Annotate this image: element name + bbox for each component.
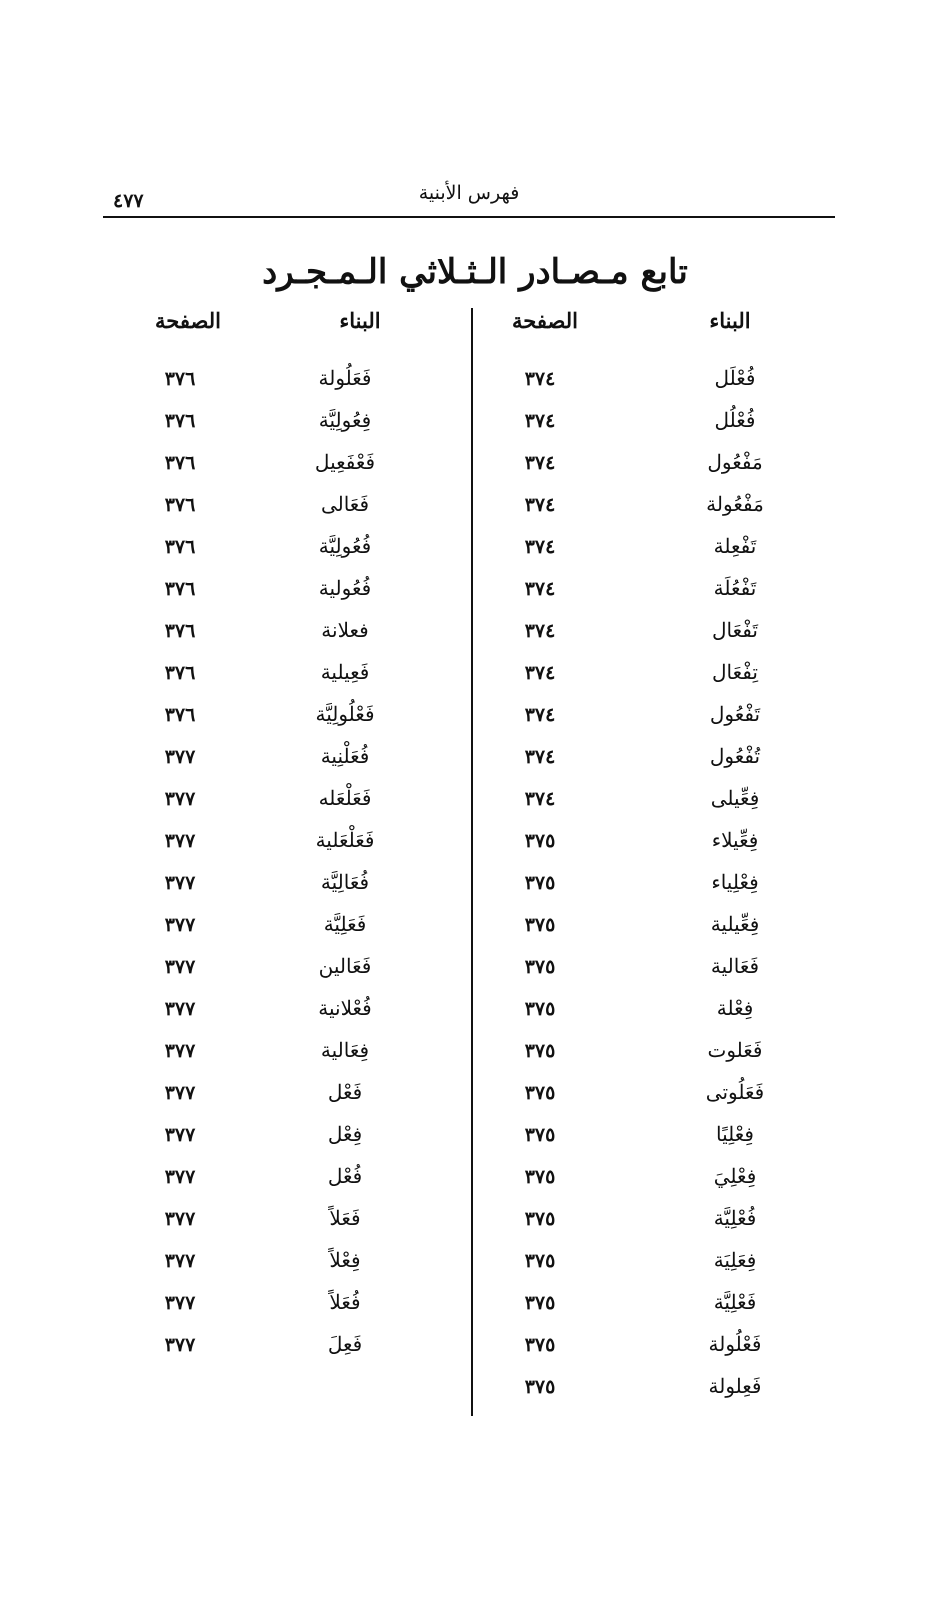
pattern-word: فُعْلُل xyxy=(714,408,756,432)
pattern-word: مَفْعُول xyxy=(707,450,763,474)
table-row xyxy=(490,702,830,744)
table-row xyxy=(130,702,450,744)
page-reference: ٣٧٥ xyxy=(524,872,556,894)
pattern-word: فَعِيلية xyxy=(320,660,370,684)
page-reference: ٣٧٧ xyxy=(164,830,196,852)
table-row xyxy=(490,1290,830,1332)
pattern-word: تُفْعُول xyxy=(709,744,761,768)
table-row xyxy=(130,408,450,450)
table-row xyxy=(490,576,830,618)
page-reference: ٣٧٤ xyxy=(524,704,556,726)
page-reference: ٣٧٥ xyxy=(524,1250,556,1272)
table-row xyxy=(130,1164,450,1206)
pattern-word: فِعِّيلاء xyxy=(711,828,759,852)
left-col-heading-word: البناء xyxy=(339,308,381,333)
table-row xyxy=(130,534,450,576)
table-row xyxy=(130,1038,450,1080)
page-reference: ٣٧٦ xyxy=(164,620,196,642)
pattern-word: فِعْلِيًا xyxy=(716,1122,754,1146)
column-divider xyxy=(471,308,473,1416)
table-row xyxy=(490,1374,830,1416)
pattern-word: فَعْفَعِيل xyxy=(314,450,376,474)
page-reference: ٣٧٧ xyxy=(164,1082,196,1104)
page-reference: ٣٧٧ xyxy=(164,1208,196,1230)
page-reference: ٣٧٧ xyxy=(164,1292,196,1314)
pattern-word: فَعِلَ xyxy=(327,1332,363,1356)
page-reference: ٣٧٥ xyxy=(524,1334,556,1356)
pattern-word: فُعُولية xyxy=(318,576,372,600)
table-row xyxy=(130,786,450,828)
page-reference: ٣٧٦ xyxy=(164,368,196,390)
table-row xyxy=(490,996,830,1038)
table-row xyxy=(490,408,830,450)
page-reference: ٣٧٧ xyxy=(164,1250,196,1272)
table-row xyxy=(130,450,450,492)
table-row xyxy=(490,1038,830,1080)
pattern-word: فِعْلاً xyxy=(329,1248,361,1272)
right-col-heading-word: البناء xyxy=(709,308,751,333)
table-row xyxy=(490,786,830,828)
pattern-word: فَعِلولة xyxy=(708,1374,762,1398)
pattern-word: فَعَلِيَّة xyxy=(323,912,367,936)
pattern-word: فَعَلُوتى xyxy=(705,1080,765,1104)
left-table xyxy=(130,366,450,1374)
pattern-word: فَعْل xyxy=(327,1080,363,1104)
pattern-word: تَفْعِلة xyxy=(713,534,757,558)
table-row xyxy=(130,870,450,912)
pattern-word: فَعْلُولة xyxy=(708,1332,762,1356)
right-col-heading-page: الصفحة xyxy=(512,308,578,333)
page-reference: ٣٧٧ xyxy=(164,956,196,978)
running-header-title: فهرس الأبنية xyxy=(418,182,520,204)
page-reference: ٣٧٥ xyxy=(524,914,556,936)
page-reference: ٣٧٤ xyxy=(524,494,556,516)
page-reference: ٣٧٥ xyxy=(524,1208,556,1230)
pattern-word: فُعْل xyxy=(327,1164,363,1188)
pattern-word: فِعِّيلى xyxy=(710,786,760,810)
page-reference: ٣٧٦ xyxy=(164,494,196,516)
pattern-word: فُعْلِيَّة xyxy=(713,1206,757,1230)
pattern-word: تَفْعَال xyxy=(712,618,758,642)
page-reference: ٣٧٤ xyxy=(524,746,556,768)
table-row xyxy=(130,1332,450,1374)
table-row xyxy=(130,576,450,618)
pattern-word: فِعْل xyxy=(327,1122,363,1146)
page-reference: ٣٧٦ xyxy=(164,704,196,726)
pattern-word: فَعَلاً xyxy=(329,1206,361,1230)
table-row xyxy=(490,954,830,996)
page-reference: ٣٧٥ xyxy=(524,830,556,852)
table-row xyxy=(490,744,830,786)
left-col-heading-page: الصفحة xyxy=(155,308,221,333)
table-row xyxy=(490,660,830,702)
page-reference: ٣٧٦ xyxy=(164,452,196,474)
table-row xyxy=(490,828,830,870)
pattern-word: تِفْعَال xyxy=(712,660,758,684)
table-row xyxy=(130,1248,450,1290)
page-reference: ٣٧٤ xyxy=(524,578,556,600)
pattern-word: فِعِّيلية xyxy=(710,912,760,936)
page-reference: ٣٧٥ xyxy=(524,1166,556,1188)
table-row xyxy=(490,618,830,660)
page-reference: ٣٧٤ xyxy=(524,410,556,432)
pattern-word: فِعَالية xyxy=(320,1038,370,1062)
running-header xyxy=(103,178,835,218)
table-row xyxy=(130,996,450,1038)
pattern-word: فَعَلوت xyxy=(707,1038,763,1062)
page-reference: ٣٧٤ xyxy=(524,662,556,684)
page-reference: ٣٧٥ xyxy=(524,1376,556,1398)
page-reference: ٣٧٤ xyxy=(524,368,556,390)
pattern-word: فِعْلة xyxy=(716,996,754,1020)
pattern-word: فَعَلُولة xyxy=(318,366,372,390)
page-reference: ٣٧٦ xyxy=(164,662,196,684)
pattern-word: فَعْلُولِيَّة xyxy=(315,702,375,726)
pattern-word: فِعَلِيَة xyxy=(713,1248,757,1272)
pattern-word: فُعُولِيَّة xyxy=(318,534,372,558)
table-row xyxy=(490,1248,830,1290)
table-row xyxy=(490,1080,830,1122)
page-reference: ٣٧٦ xyxy=(164,578,196,600)
table-row xyxy=(490,450,830,492)
header-rule xyxy=(103,216,835,218)
table-row xyxy=(130,1080,450,1122)
pattern-word: فُعَلْنِية xyxy=(320,744,370,768)
page-reference: ٣٧٧ xyxy=(164,1166,196,1188)
table-row xyxy=(490,870,830,912)
page-reference: ٣٧٧ xyxy=(164,1334,196,1356)
pattern-word: فَعَلْعَله xyxy=(318,786,372,810)
table-row xyxy=(490,366,830,408)
table-row xyxy=(130,1122,450,1164)
pattern-word: فُعْلَل xyxy=(714,366,756,390)
pattern-word: فُعَالِيَّة xyxy=(320,870,370,894)
page-number: ٤٧٧ xyxy=(113,190,144,212)
page-reference: ٣٧٧ xyxy=(164,788,196,810)
table-row xyxy=(130,954,450,996)
page-reference: ٣٧٧ xyxy=(164,746,196,768)
pattern-word: فَعَالى xyxy=(320,492,370,516)
pattern-word: فِعْلِياء xyxy=(711,870,759,894)
table-row xyxy=(130,618,450,660)
pattern-word: تَفْعُول xyxy=(709,702,761,726)
table-row xyxy=(490,1122,830,1164)
table-row xyxy=(130,1290,450,1332)
pattern-word: فَعْلِيَّة xyxy=(713,1290,757,1314)
pattern-word: فَعَالين xyxy=(318,954,372,978)
table-row xyxy=(130,660,450,702)
page-reference: ٣٧٧ xyxy=(164,998,196,1020)
table-row xyxy=(490,1164,830,1206)
table-row xyxy=(490,1206,830,1248)
page-reference: ٣٧٤ xyxy=(524,620,556,642)
page-reference: ٣٧٥ xyxy=(524,1040,556,1062)
table-row xyxy=(490,912,830,954)
page-reference: ٣٧٥ xyxy=(524,1124,556,1146)
page-reference: ٣٧٥ xyxy=(524,1082,556,1104)
page-reference: ٣٧٥ xyxy=(524,998,556,1020)
pattern-word: فَعَالية xyxy=(710,954,760,978)
pattern-word: فَعَلْعَلية xyxy=(315,828,375,852)
table-row xyxy=(130,1206,450,1248)
table-row xyxy=(490,492,830,534)
pattern-word: فُعْلانية xyxy=(318,996,372,1020)
table-row xyxy=(490,534,830,576)
table-row xyxy=(130,744,450,786)
pattern-word: فعلانة xyxy=(321,618,369,642)
pattern-word: فُعَلاً xyxy=(329,1290,361,1314)
right-table xyxy=(490,366,830,1416)
pattern-word: تَفْعُلَة xyxy=(713,576,757,600)
page-reference: ٣٧٥ xyxy=(524,1292,556,1314)
page-reference: ٣٧٧ xyxy=(164,1040,196,1062)
table-row xyxy=(130,366,450,408)
pattern-word: مَفْعُولة xyxy=(706,492,764,516)
page-reference: ٣٧٦ xyxy=(164,410,196,432)
table-row xyxy=(490,1332,830,1374)
pattern-word: فِعُولِيَّة xyxy=(318,408,372,432)
page-reference: ٣٧٦ xyxy=(164,536,196,558)
table-row xyxy=(130,828,450,870)
page-reference: ٣٧٧ xyxy=(164,1124,196,1146)
page-reference: ٣٧٧ xyxy=(164,914,196,936)
page-reference: ٣٧٤ xyxy=(524,536,556,558)
table-row xyxy=(130,912,450,954)
table-row xyxy=(130,492,450,534)
page-reference: ٣٧٤ xyxy=(524,452,556,474)
pattern-word: فِعْلِيَ xyxy=(713,1164,757,1188)
section-title: تابع مـصـادر الـثـلاثي الـمـجـرد xyxy=(262,252,688,292)
page-reference: ٣٧٧ xyxy=(164,872,196,894)
page-reference: ٣٧٤ xyxy=(524,788,556,810)
page-reference: ٣٧٥ xyxy=(524,956,556,978)
